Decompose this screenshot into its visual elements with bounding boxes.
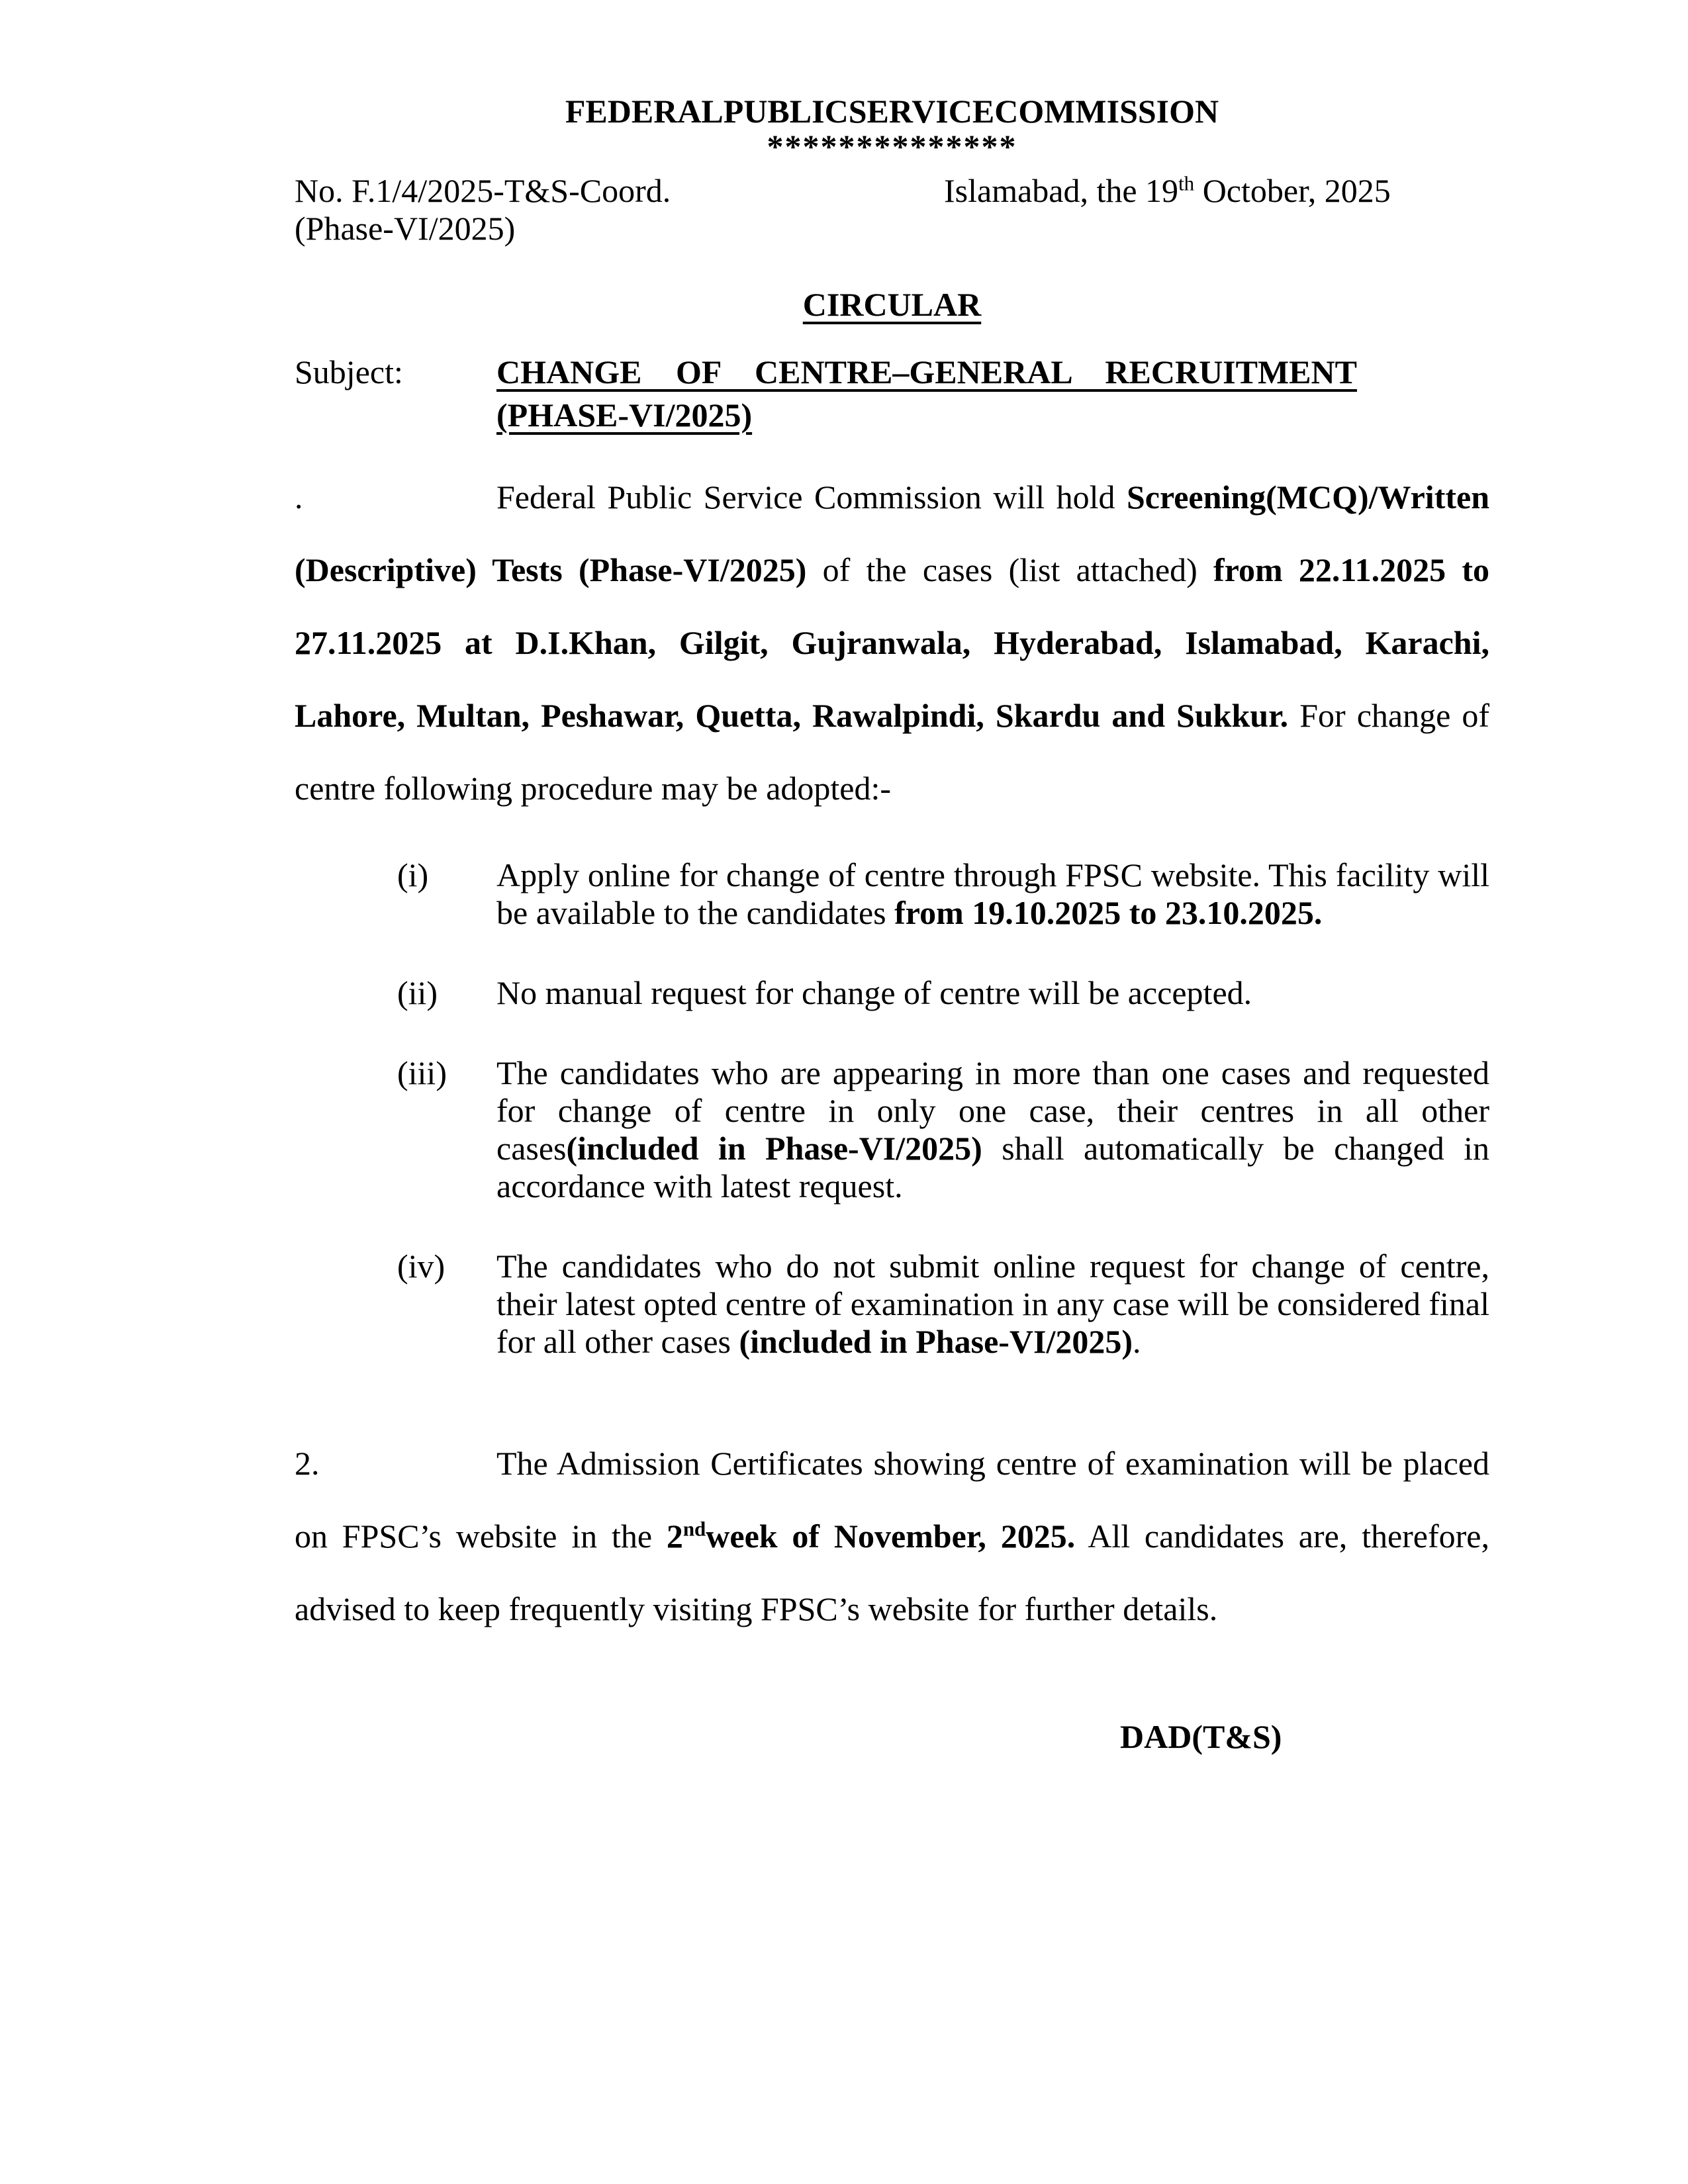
subject-row: [295, 351, 1489, 437]
paragraph-2: 2. The Admission Certificates showing centre of examination will be placed on FPSC’s website in the 2ndweek of November, 2025. All candidates are, therefore, advised to keep frequently visiting FPSC’s website for further details.: [295, 1445, 1489, 1627]
asterisk-separator: **************: [767, 128, 1017, 165]
circular-heading: CIRCULAR: [802, 286, 982, 323]
place-and-date: Islamabad, the 19th October, 2025: [944, 171, 1391, 209]
signature-block: DAD(T&S): [1120, 1718, 1282, 1755]
reference-number: No. F.1/4/2025-T&S-Coord.: [295, 172, 671, 209]
paragraph-1: . Federal Public Service Commission will hold Screening(MCQ)/Written (Descriptive) Tests (Phase-VI/2025) of the cases (list attached) from 22.11.2025 to 27.11.2025 at D.I.Khan, Gilgit, Gujranwala, Hyderabad, Islamabad, Karachi, Lahore, Multan, Peshawar, Quetta, Rawalpindi, Skardu and Sukkur. For change of centre following procedure may be adopted:-: [295, 478, 1490, 807]
list-item-i-label: (i): [397, 856, 429, 893]
subject-label: Subject:: [295, 353, 403, 390]
list-item-i-text: Apply online for change of centre through FPSC website. This facility will be available to the candidates from 19.10.2025 to 23.10.2025.: [496, 856, 1489, 931]
reference-phase: (Phase-VI/2025): [295, 210, 516, 247]
list-item-ii: [295, 974, 1489, 1012]
document-title: FEDERALPUBLICSERVICECOMMISSION: [565, 93, 1219, 130]
list-item-iii: [295, 1054, 1489, 1205]
heading-wrap: [295, 285, 1489, 324]
list-item-iii-label: (iii): [397, 1054, 447, 1091]
list-item-iv: [295, 1248, 1489, 1361]
list-item-iv-text: The candidates who do not submit online request for change of centre, their latest opted centre of examination in any case will be considered final for all other cases (included in Phase-VI/2025).: [496, 1248, 1489, 1360]
list-item-ii-text: No manual request for change of centre will be accepted.: [496, 974, 1252, 1011]
reference-row: [295, 172, 1489, 210]
procedure-list: [295, 856, 1489, 1361]
list-item-iii-text: The candidates who are appearing in more than one cases and requested for change of centre in only one case, their centres in all other cases(included in Phase-VI/2025) shall automatically be changed in accordance with latest request.: [496, 1054, 1490, 1205]
list-item-iv-label: (iv): [397, 1248, 445, 1285]
subject-text: CHANGE OF CENTRE–GENERAL RECRUITMENT (PHASE-VI/2025): [496, 353, 1357, 433]
list-item-i: [295, 856, 1489, 932]
list-item-ii-label: (ii): [397, 974, 438, 1011]
document-content: [295, 91, 1489, 1756]
